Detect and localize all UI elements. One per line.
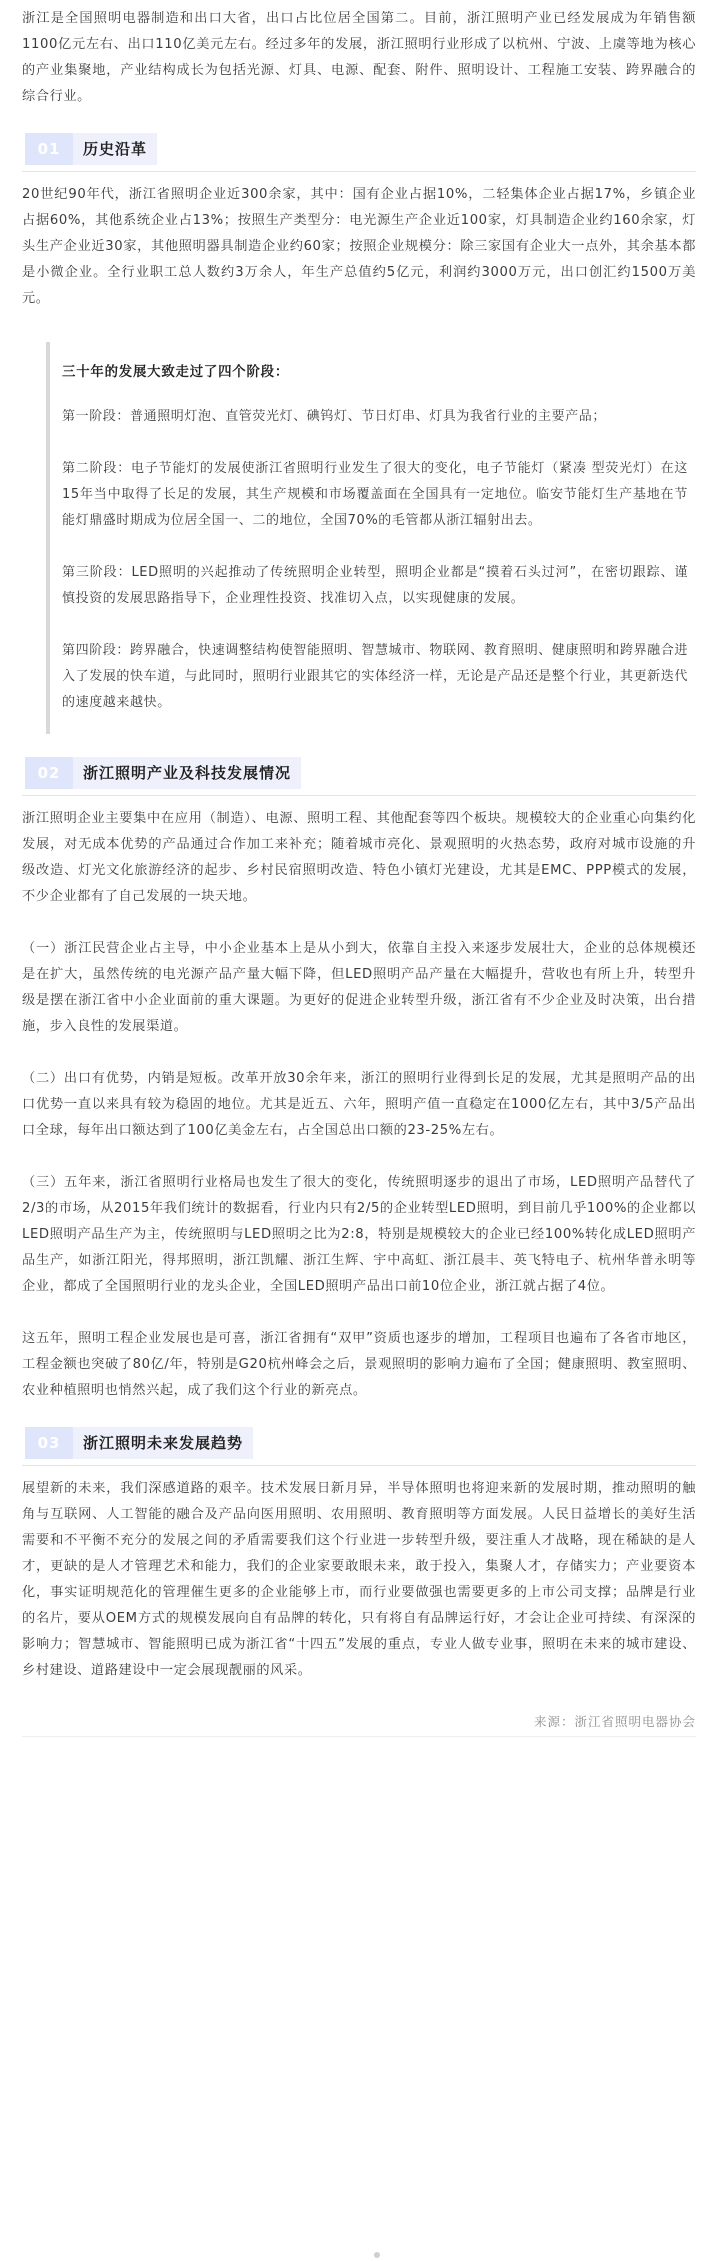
stage-item: 第二阶段：电子节能灯的发展使浙江省照明行业发生了很大的变化，电子节能灯（紧凑 型荧光灯）在这15年当中取得了长足的发展，其生产规模和市场覆盖面在全国具有一定地位。临安节能灯生产基地在节能灯鼎盛时期成为位居全国一、二的地位，全国70%的毛管都从浙江辐射出去。: [62, 461, 688, 528]
industry-paragraph: 浙江照明企业主要集中在应用（制造）、电源、照明工程、其他配套等四个板块。规模较大的企业重心向集约化发展，对无成本优势的产品通过合作加工来补充；随着城市亮化、景观照明的火热态势，政府对城市设施的升级改造、灯光文化旅游经济的起步、乡村民宿照明改造、特色小镇灯光建设，尤其是EMC、PPP模式的发展，不少企业都有了自己发展的一块天地。: [22, 811, 696, 904]
section-title: 历史沿革: [73, 133, 157, 165]
section-number: 01: [25, 133, 73, 165]
future-paragraph: 展望新的未来，我们深感道路的艰辛。技术发展日新月异，半导体照明也将迎来新的发展时期，推动照明的触角与互联网、人工智能的融合及产品向医用照明、农用照明、教育照明等方面发展。人民日益增长的美好生活需要和不平衡不充分的发展之间的矛盾需要我们这个行业进一步转型升级，要注重人才战略，现在稀缺的是人才，更缺的是人才管理艺术和能力，我们的企业家要敢眼未来，敢于投入，集聚人才，存储实力；产业要资本化，事实证明规范化的管理催生更多的企业能够上市，而行业要做强也需要更多的上市公司支撑；品牌是行业的名片，要从OEM方式的规模发展向自有品牌的转化，只有将自有品牌运行好，才会让企业可持续、有深深的影响力；智慧城市、智能照明已成为浙江省“十四五”发展的重点，专业人做专业事，照明在未来的城市建设、乡村建设、道路建设中一定会展现靓丽的风采。: [22, 1481, 696, 1678]
industry-paragraph: 这五年，照明工程企业发展也是可喜，浙江省拥有“双甲”资质也逐步的增加，工程项目也遍布了各省市地区，工程金额也突破了80亿/年，特别是G20杭州峰会之后，景观照明的影响力遍布了全国；健康照明、教室照明、农业种植照明也悄然兴起，成了我们这个行业的新亮点。: [22, 1331, 696, 1398]
section-divider: [22, 171, 696, 172]
intro-paragraph: 浙江是全国照明电器制造和出口大省，出口占比位居全国第二。目前，浙江照明产业已经发展成为年销售额1100亿元左右、出口110亿美元左右。经过多年的发展，浙江照明行业形成了以杭州、宁波、上虞等地为核心的产业集聚地，产业结构成长为包括光源、灯具、电源、配套、附件、照明设计、工程施工安装、跨界融合的综合行业。: [22, 11, 696, 104]
section-divider: [22, 795, 696, 796]
stage-item: 第三阶段：LED照明的兴起推动了传统照明企业转型，照明企业都是“摸着石头过河”，在密切跟踪、谨慎投资的发展思路指导下，企业理性投资、找准切入点，以实现健康的发展。: [62, 565, 688, 606]
section-title: 浙江照明未来发展趋势: [73, 1427, 253, 1459]
end-dot: [374, 2252, 380, 2258]
section-header-history: [22, 128, 696, 172]
industry-paragraph: （一）浙江民营企业占主导，中小企业基本上是从小到大，依靠自主投入来逐步发展壮大，企业的总体规模还是在扩大，虽然传统的电光源产品产量大幅下降，但LED照明产品产量在大幅提升，营收也有所上升，转型升级是摆在浙江省中小企业面前的重大课题。为更好的促进企业转型升级，浙江省有不少企业及时决策，出台措施，步入良性的发展渠道。: [22, 941, 696, 1034]
section-number: 03: [25, 1427, 73, 1459]
section-divider: [22, 1465, 696, 1466]
industry-paragraph: （三）五年来，浙江省照明行业格局也发生了很大的变化，传统照明逐步的退出了市场，LED照明产品替代了2/3的市场，从2015年我们统计的数据看，行业内只有2/5的企业转型LED照明，到目前几乎100%的企业都以LED照明产品生产为主，传统照明与LED照明之比为2:8，特别是规模较大的企业已经100%转化成LED照明产品生产，如浙江阳光，得邦照明，浙江凯耀、浙江生辉、宇中高虹、浙江晨丰、英飞特电子、杭州华普永明等企业，都成了全国照明行业的龙头企业，全国LED照明产品出口前10位企业，浙江就占据了4位。: [22, 1175, 696, 1294]
section-number: 02: [25, 757, 73, 789]
stages-quote-block: [46, 342, 696, 734]
source-credit: 来源：浙江省照明电器协会: [22, 1712, 696, 1737]
stage-item: 第一阶段：普通照明灯泡、直管荧光灯、碘钨灯、节日灯串、灯具为我省行业的主要产品；: [62, 409, 607, 424]
section-title: 浙江照明产业及科技发展情况: [73, 757, 301, 789]
stage-item: 第四阶段：跨界融合，快速调整结构使智能照明、智慧城市、物联网、教育照明、健康照明和跨界融合进入了发展的快车道，与此同时，照明行业跟其它的实体经济一样，无论是产品还是整个行业，其更新迭代的速度越来越快。: [62, 643, 688, 710]
section-header-industry: [22, 752, 696, 796]
history-paragraph: 20世纪90年代，浙江省照明企业近300余家，其中：国有企业占据10%，二轻集体企业占据17%，乡镇企业占据60%，其他系统企业占13%；按照生产类型分：电光源生产企业近100家，灯具制造企业约160余家，灯头生产企业近30家，其他照明器具制造企业约60家；按照企业规模分：除三家国有企业大一点外，其余基本都是小微企业。全行业职工总人数约3万余人，年生产总值约5亿元，利润约3000万元，出口创汇约1500万美元。: [22, 187, 696, 306]
stages-heading: 三十年的发展大致走过了四个阶段：: [62, 365, 290, 380]
industry-paragraph: （二）出口有优势，内销是短板。改革开放30余年来，浙江的照明行业得到长足的发展，尤其是照明产品的出口优势一直以来具有较为稳固的地位。尤其是近五、六年，照明产值一直稳定在1000亿左右，其中3/5产品出口全球，每年出口额达到了100亿美金左右，占全国总出口额的23-25%左右。: [22, 1071, 696, 1138]
section-header-future: [22, 1422, 696, 1466]
